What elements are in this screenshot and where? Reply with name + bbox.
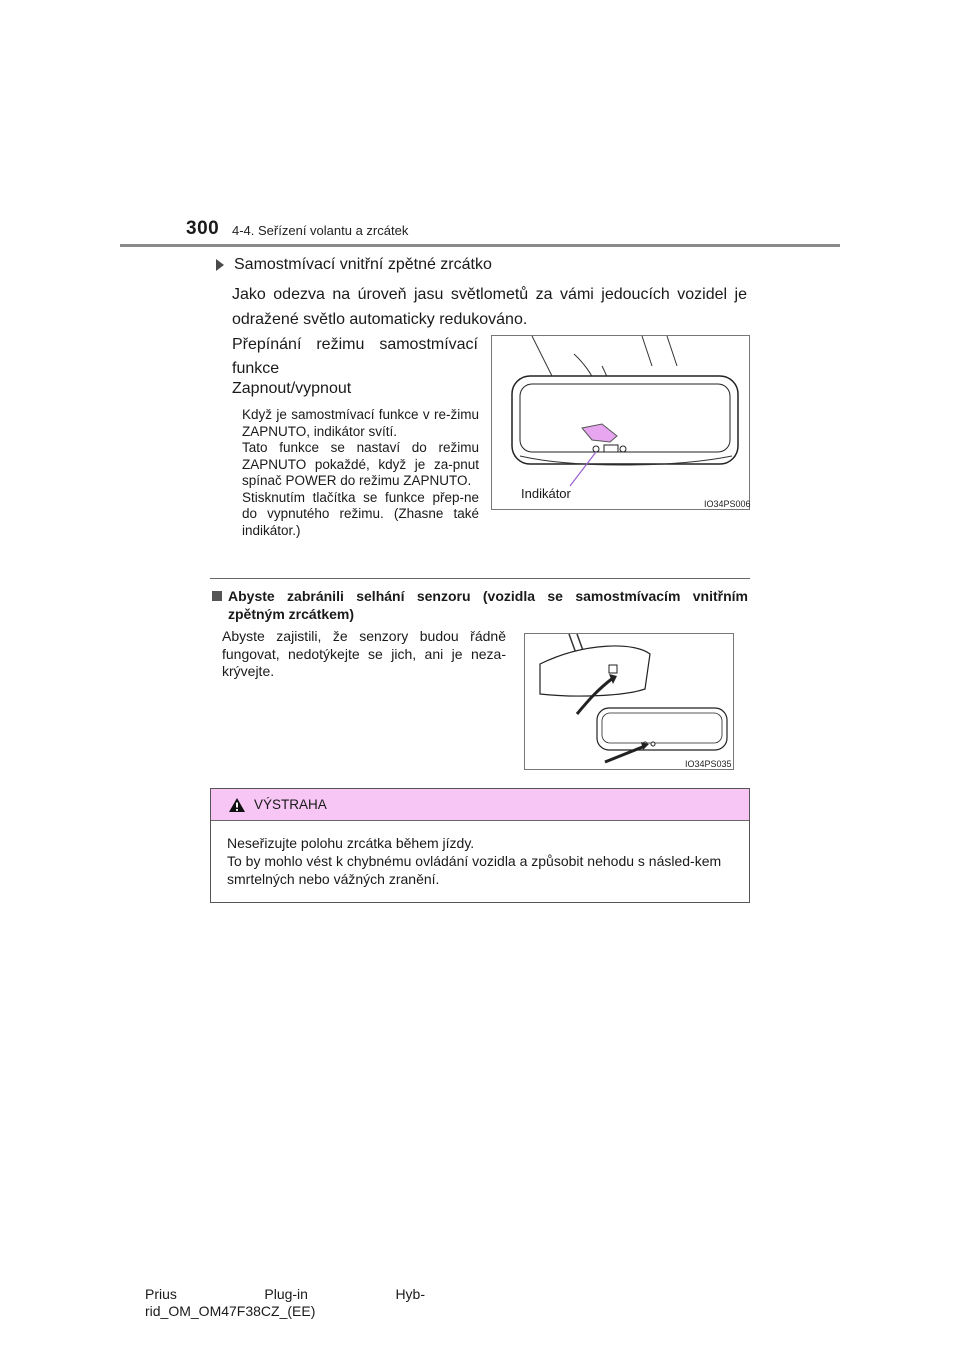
sensor-figure <box>524 633 734 770</box>
sensor-heading <box>212 587 748 623</box>
footer-variant: Plug-in <box>264 1286 308 1302</box>
mirror-figure <box>491 335 750 510</box>
mode-subtitle: Zapnout/vypnout <box>232 380 352 397</box>
mode-desc-line: Když je samostmívací funkce v re-žimu ZAPNUTO, indikátor svítí. <box>242 407 479 439</box>
footer-model: Prius <box>145 1286 177 1302</box>
mirror-illustration <box>492 336 749 509</box>
mode-title: Přepínání režimu samostmívací funkce <box>232 336 478 377</box>
square-bullet-icon <box>212 591 222 601</box>
figure-code: IO34PS035 <box>685 759 732 769</box>
warning-triangle-icon <box>228 797 246 813</box>
subheading-text: Samostmívací vnitřní zpětné zrcátko <box>234 256 492 273</box>
section-title: 4-4. Seřízení volantu a zrcátek <box>232 223 409 238</box>
figure-code: IO34PS006 <box>704 499 751 509</box>
warning-line: Neseřizujte polohu zrcátka během jízdy. <box>227 835 475 851</box>
subheading <box>216 256 492 274</box>
intro-paragraph: Jako odezva na úroveň jasu světlometů za vámi jedoucích vozidel je odražené světlo automaticky redukováno. <box>232 286 747 328</box>
sensor-illustration <box>525 634 733 769</box>
footer-line-2: rid_OM_OM47F38CZ_(EE) <box>145 1303 316 1319</box>
footer <box>145 1286 425 1320</box>
footer-type: Hyb- <box>395 1286 425 1302</box>
warning-box <box>210 788 750 903</box>
warning-header <box>211 789 749 821</box>
warning-body <box>211 821 749 888</box>
sensor-paragraph: Abyste zajistili, že senzory budou řádně fungovat, nedotýkejte se jich, ani je neza-krývejte. <box>222 628 506 679</box>
warning-title: VÝSTRAHA <box>254 797 327 812</box>
section-divider <box>210 578 750 579</box>
sensor-heading-text: Abyste zabránili selhání senzoru (vozidla se samostmívacím vnitřním zpětným zrcátkem) <box>228 588 748 622</box>
mode-desc-line: Stisknutím tlačítka se funkce přep-ne do vypnutého režimu. (Zhasne také indikátor.) <box>242 489 479 538</box>
header-divider <box>120 244 840 247</box>
mode-desc-line: Tato funkce se nastaví do režimu ZAPNUTO pokaždé, když je za-pnut spínač POWER do režimu ZAPNUTO. <box>242 440 479 488</box>
mode-description <box>242 407 479 539</box>
footer-line-1 <box>145 1286 425 1303</box>
page-number: 300 <box>186 218 220 239</box>
warning-line: To by mohlo vést k chybnému ovládání vozidla a způsobit nehodu s násled-kem smrtelných nebo vážných zranění. <box>227 853 722 887</box>
triangle-bullet-icon <box>216 259 224 271</box>
indicator-label: Indikátor <box>521 486 571 501</box>
